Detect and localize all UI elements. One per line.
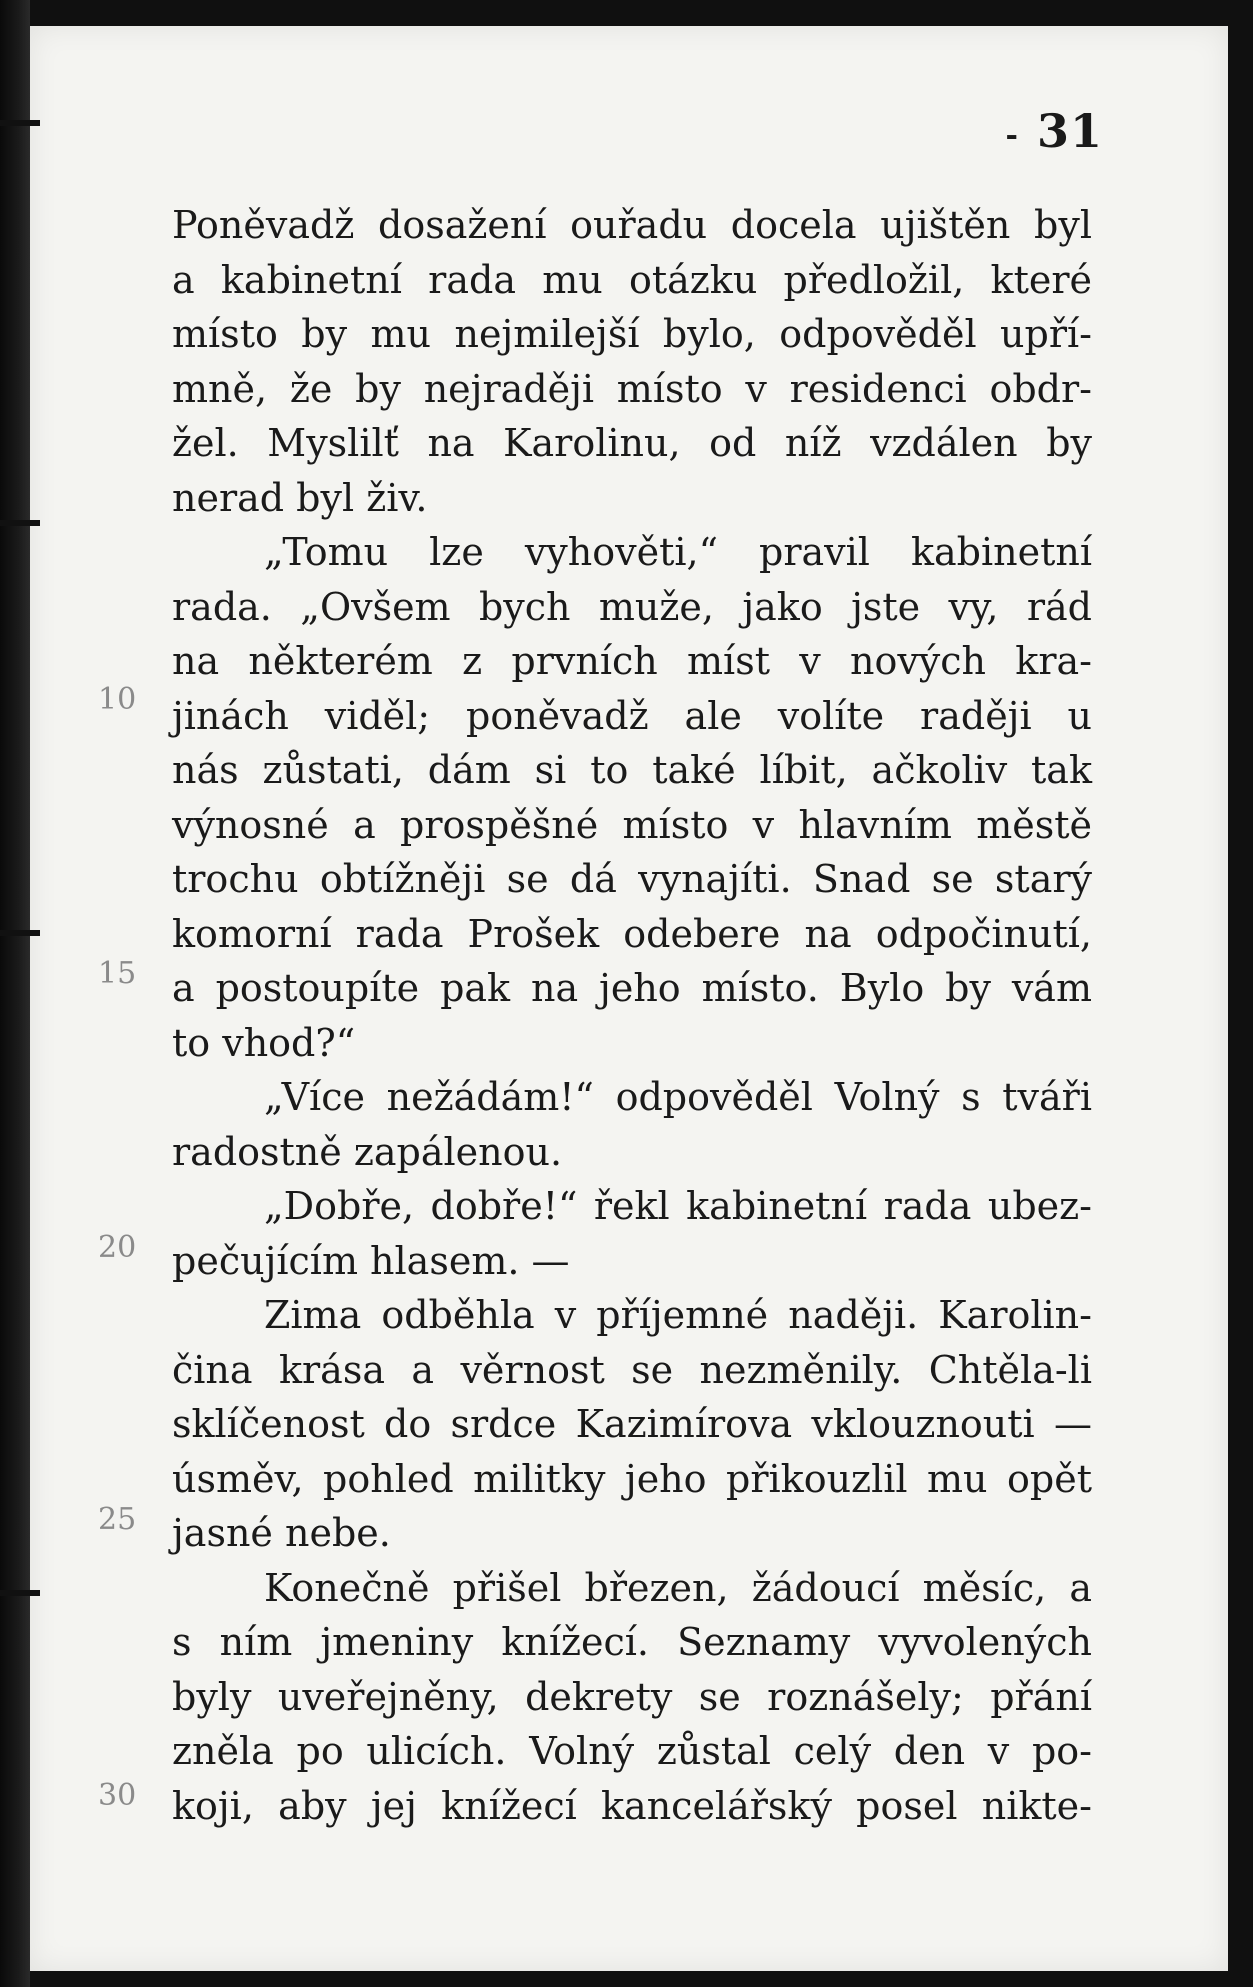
text-line: komorní rada Prošek odebere na odpočinutí, [172,911,1092,956]
margin-mark [0,1590,40,1596]
text-line: koji, aby jej knížecí kancelářský posel nikte- [172,1783,1092,1828]
text-line: to vhod?“ [172,1020,356,1065]
text-line: Konečně přišel březen, žádoucí měsíc, a [264,1565,1092,1610]
text-line: zněla po ulicích. Volný zůstal celý den v po- [172,1729,1092,1773]
text-line: žel. Myslilť na Karolinu, od níž vzdálen by [172,421,1092,465]
page-number [1006,104,1103,158]
text-line: „Dobře, dobře!“ řekl kabinetní rada ubez- [264,1184,1092,1228]
text-line: nerad byl živ. [172,475,428,520]
margin-line-number: 20 [98,1230,137,1265]
margin-line-number: 10 [98,682,137,717]
text-line: rada. „Ovšem bych muže, jako jste vy, rád [172,584,1092,629]
text-line: čina krása a věrnost se nezměnily. Chtěla-li [172,1347,1092,1392]
margin-line-number: 25 [98,1502,137,1537]
text-line: nás zůstati, dám si to také líbit, ačkoliv tak [172,748,1092,792]
text-line: Poněvadž dosažení ouřadu docela ujištěn byl [172,203,1092,247]
text-line: úsměv, pohled militky jeho přikouzlil mu opět [172,1456,1092,1501]
page-number-value: 31 [1036,104,1103,158]
margin-mark [0,520,40,526]
text-line: na některém z prvních míst v nových kra- [172,639,1092,683]
text-line: výnosné a prospěšné místo v hlavním městě [172,802,1092,847]
text-line: a postoupíte pak na jeho místo. Bylo by vám [172,966,1092,1010]
margin-mark [0,120,40,126]
text-line: trochu obtížněji se dá vynajíti. Snad se starý [172,857,1092,901]
text-line: „Tomu lze vyhověti,“ pravil kabinetní [264,530,1092,574]
text-line: radostně zapálenou. [172,1129,563,1174]
margin-line-number: 30 [98,1778,137,1813]
text-line: pečujícím hlasem. — [172,1238,570,1283]
text-line: sklíčenost do srdce Kazimírova vklouznouti — [172,1402,1092,1446]
text-line: s ním jmeniny knížecí. Seznamy vyvolených [172,1620,1092,1664]
text-line: jinách viděl; poněvadž ale volíte raději u [172,693,1092,738]
text-line: „Více nežádám!“ odpověděl Volný s tváři [264,1075,1092,1119]
text-line: a kabinetní rada mu otázku předložil, které [172,257,1092,302]
margin-line-number: 15 [98,956,137,991]
page-number-prefix: - [1005,117,1019,153]
text-line: Zima odběhla v příjemné naději. Karolin- [264,1293,1092,1337]
text-line: mně, že by nejraději místo v residenci obdr- [172,366,1092,411]
body-text [172,198,1092,1833]
text-line: jasné nebe. [172,1511,391,1555]
text-line: místo by mu nejmilejší bylo, odpověděl upří- [172,312,1092,356]
book-binding-edge [0,0,30,1987]
margin-mark [0,930,40,936]
text-line: byly uveřejněny, dekrety se roznášely; přání [172,1674,1092,1719]
